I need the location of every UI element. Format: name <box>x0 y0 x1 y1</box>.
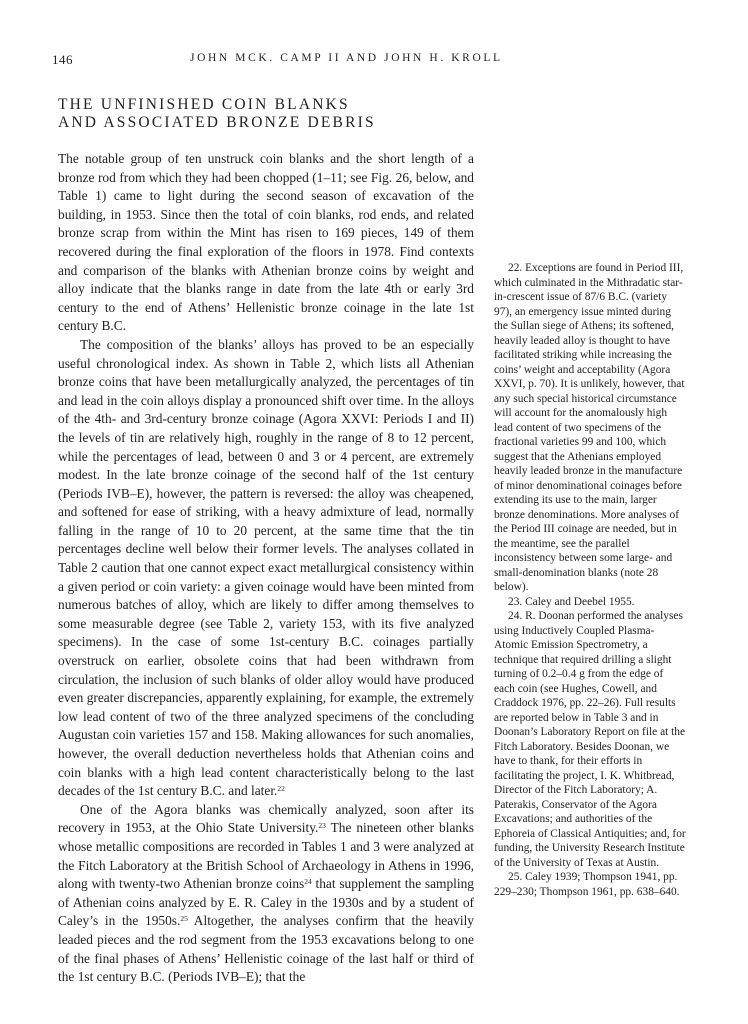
paragraph-3-text-c: that supplement the sampling of Athenian coins analyzed by E. R. Caley in the 1930s and by a student of Caley’s in the 1950s. <box>58 876 474 929</box>
footnote-23: 23. Caley and Deebel 1955. <box>508 595 635 608</box>
footnote-ref-24: 24 <box>304 877 312 887</box>
page-number: 146 <box>52 52 73 67</box>
paragraph-3-text-d: Altogether, the analyses confirm that the heavily leaded pieces and the rod segment from the 1953 excavations belong to one of the final phases of Athens’ Hellenistic coinage of the last half or third of the 1st century B.C. (Periods IVB–E); that the <box>58 913 474 985</box>
footnotes-column <box>494 261 686 899</box>
footnote-ref-22: 22 <box>277 784 285 794</box>
section-title-line-2: AND ASSOCIATED BRONZE DEBRIS <box>58 114 376 131</box>
paragraph-3-text-a: One of the Agora blanks was chemically analyzed, soon after its recovery in 1953, at the Ohio State University. <box>58 801 474 836</box>
section-title <box>58 96 478 132</box>
paragraph-2-text: The composition of the blanks’ alloys has proved to be an especially useful chronological index. As shown in Table 2, which lists all Athenian bronze coins that have been metallurgically analyzed, the percentages of tin and lead in the coin alloys display a pronounced shift over time. In the alloys of the 4th- and 3rd-century bronze coinage (Agora XXVI: Periods I and II) the levels of tin are relatively high, roughly in the range of 8 to 12 percent, while the percentages of lead, between 0 and 3 or 4 percent, are extremely modest. In the late bronze coinage of the second half of the 1st century (Periods IVB–E), however, the pattern is reversed: the alloy was cheapened, and softened for ease of striking, with a heavy admixture of lead, normally falling in the range of 10 to 20 percent, at the same time that the tin percentages decline well below their former levels. The analyses collated in Table 2 caution that one cannot expect exact metallurgical consistency within a given period or coin variety: a given coinage would have been minted from numerous batches of alloy, which are likely to differ among themselves to some measurable degree (see Table 2, variety 153, with its five analyzed specimens). In the case of some 1st-century B.C. coinages partially overstruck on earlier, obsolete coins that had been withdrawn from circulation, the inclusion of such blanks of older alloy would have produced even greater discrepancies, apparently explaining, for example, the extremely low lead content of two of the three analyzed specimens of the concluding Augustan coin varieties 157 and 158. Making allowances for such anomalies, however, the overall deduction nevertheless holds that Athenian coins and coin blanks with a high lead content characteristically belong to the last decades of the 1st century B.C. and later. <box>58 336 474 799</box>
running-head: JOHN MCK. CAMP II AND JOHN H. KROLL <box>190 52 503 64</box>
paragraph-2 <box>58 336 474 801</box>
footnote-ref-23: 23 <box>318 821 326 831</box>
paragraph-3-text-b: The nineteen other blanks whose metallic compositions are recorded in Tables 1 and 3 were analyzed at the Fitch Laboratory at the British School of Archaeology in Athens in 1996, along with twenty-two Athenian bronze coins <box>58 820 474 892</box>
paragraph-3 <box>58 801 474 987</box>
main-text-column <box>58 150 474 987</box>
footnote-24: 24. R. Doonan performed the analyses using Inductively Coupled Plasma-Atomic Emission Spectrometry, a technique that required drilling a slight turning of 0.2–0.4 g from the edge of each coin (see Hughes, Cowell, and Craddock 1976, pp. 22–26). Full results are reported below in Table 3 and in Doonan’s Laboratory Report on file at the Fitch Laboratory. Besides Doonan, we have to thank, for their efforts in facilitating the project, I. K. Whitbread, Director of the Fitch Laboratory; A. Paterakis, Conservator of the Agora Excavations; and authorities of the Ephoreia of Classical Antiquities; and, for funding, the University Research Institute of the University of Texas at Austin. <box>494 610 686 869</box>
footnote-25: 25. Caley 1939; Thompson 1941, pp. 229–230; Thompson 1961, pp. 638–640. <box>494 871 680 898</box>
footnote-22: 22. Exceptions are found in Period III, which culminated in the Mithradatic star-in-crescent issue of 87/6 B.C. (variety 97), an emergency issue minted during the Sullan siege of Athens; its softened, heavily leaded alloy is thought to have facilitated striking while increasing the coins’ weight and acceptability (Agora XXVI, p. 70). It is unlikely, however, that any such special historical circumstance will account for the anomalously high lead content of two specimens of the fractional varieties 99 and 100, which suggest that the Athenians employed heavily leaded bronze in the manufacture of minor denominational coinages before extending its use to the main, larger bronze denominations. More analyses of the Period III coinage are needed, but in the meantime, see the parallel inconsistency between some large- and small-denomination blanks (note 28 below). <box>494 262 685 593</box>
paragraph-1: The notable group of ten unstruck coin blanks and the short length of a bronze rod from which they had been chopped (1–11; see Fig. 26, below, and Table 1) came to light during the second season of excavation of the building, in 1953. Since then the total of coin blanks, rod ends, and related bronze scrap from within the Mint has risen to 169 pieces, 149 of them recovered during the final exploration of the floors in 1978. Find contexts and comparison of the blanks with Athenian bronze coins by weight and alloy indicate that the blanks range in date from the late 4th or early 3rd century to the end of Athens’ Hellenistic bronze coinage in the late 1st century B.C. <box>58 151 474 334</box>
section-title-line-1: THE UNFINISHED COIN BLANKS <box>58 96 350 113</box>
footnote-ref-25: 25 <box>180 914 188 924</box>
